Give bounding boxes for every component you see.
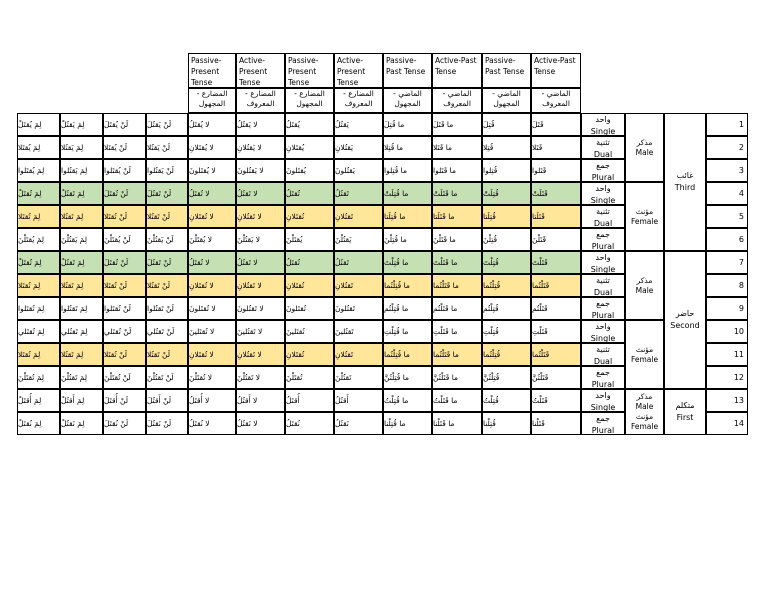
row-number: 6	[706, 228, 748, 251]
conjugation-cell: ما قَتَلْنا	[432, 412, 482, 435]
conjugation-cell: لَنْ تُقتَلَ	[103, 251, 146, 274]
conjugation-cell: لَنْ تَقتُلي	[146, 320, 188, 343]
column-header-ar: المضارع - المعروف	[236, 88, 285, 113]
conjugation-cell: تَقتُلانِ	[334, 274, 383, 297]
conjugation-cell: تُقتَلانِ	[285, 343, 334, 366]
conjugation-cell: يُقتَلْنَ	[285, 228, 334, 251]
conjugation-cell: لِمَ تَقتُلْ	[60, 182, 103, 205]
conjugation-cell: ما قَتَلْتُما	[432, 274, 482, 297]
conjugation-cell: لَنْ تَقتُلا	[146, 205, 188, 228]
conjugation-cell: لِمَ نَقتُلْ	[60, 412, 103, 435]
conjugation-cell: لا أُقتَلُ	[188, 389, 236, 412]
conjugation-cell: لا نَقتُلُ	[236, 412, 285, 435]
column-header-ar: الماضي - المجهول	[482, 88, 531, 113]
conjugation-cell: لِمَ يُقتَلا	[17, 136, 60, 159]
conjugation-cell: قُتِلوا	[482, 159, 531, 182]
column-header-en: Passive- Present Tense	[188, 53, 236, 88]
number-label: جمع Plural	[581, 297, 625, 320]
conjugation-cell: لَنْ يُقتَلْنَ	[103, 228, 146, 251]
number-label: تثنية Dual	[581, 343, 625, 366]
column-header-ar: الماضي - المعروف	[432, 88, 482, 113]
conjugation-cell: ما قُتِلْتُنَّ	[383, 366, 432, 389]
gender-label: مذكر Male مؤنث Female	[625, 389, 664, 435]
conjugation-cell: ما قُتِلْتُ	[383, 389, 432, 412]
conjugation-cell: قُتِلا	[482, 136, 531, 159]
number-label: تثنية Dual	[581, 205, 625, 228]
conjugation-cell: لَنْ تَقتُلَ	[146, 182, 188, 205]
row-number: 10	[706, 320, 748, 343]
conjugation-cell: قَتَلْتِ	[531, 320, 581, 343]
conjugation-cell: لا تَقتُلانِ	[236, 274, 285, 297]
conjugation-cell: لا تُقتَلانِ	[188, 205, 236, 228]
conjugation-cell: لَنْ يَقتُلوا	[146, 159, 188, 182]
gender-label: مذكر Male	[625, 113, 664, 182]
column-header-ar: المضارع - المعروف	[334, 88, 383, 113]
column-header-en: Active- Present Tense	[236, 53, 285, 88]
conjugation-cell: يَقتُلُ	[334, 113, 383, 136]
conjugation-cell: ما قَتَلا	[432, 136, 482, 159]
conjugation-cell: لا تُقتَلْنَ	[188, 366, 236, 389]
conjugation-cell: ما قَتَلَتْ	[432, 182, 482, 205]
conjugation-cell: قُتِلْتُما	[482, 274, 531, 297]
conjugation-cell: لِمَ تُقتَلا	[17, 205, 60, 228]
conjugation-cell: قَتَلْتُ	[531, 389, 581, 412]
number-label: جمع Plural	[581, 228, 625, 251]
conjugation-cell: ما قَتَلْتُم	[432, 297, 482, 320]
conjugation-cell: لِمَ تَقتُلا	[60, 343, 103, 366]
conjugation-cell: قُتِلْنَ	[482, 228, 531, 251]
conjugation-cell: لا تُقتَلُ	[188, 251, 236, 274]
conjugation-cell: قَتَلَتا	[531, 205, 581, 228]
conjugation-cell: لِمَ يَقتُلْنَ	[60, 228, 103, 251]
number-label: واحد Single	[581, 251, 625, 274]
conjugation-cell: ما قَتَلْتِ	[432, 320, 482, 343]
conjugation-cell: يَقتُلانِ	[334, 136, 383, 159]
conjugation-cell: لَنْ تُقتَلا	[103, 274, 146, 297]
conjugation-cell: لَنْ تَقتُلا	[146, 343, 188, 366]
column-header-en: Passive- Past Tense	[383, 53, 432, 88]
conjugation-cell: تَقتُلانِ	[334, 343, 383, 366]
conjugation-cell: لا تَقتُلُ	[236, 182, 285, 205]
conjugation-cell: قُتِلْتُما	[482, 343, 531, 366]
conjugation-cell: لِمَ تَقتُلا	[60, 274, 103, 297]
conjugation-cell: ما قُتِلْنَ	[383, 228, 432, 251]
column-header-en: Passive- Past Tense	[482, 53, 531, 88]
conjugation-cell: ما قُتِلا	[383, 136, 432, 159]
conjugation-cell: يُقتَلُ	[285, 113, 334, 136]
conjugation-cell: قَتَلْتُما	[531, 343, 581, 366]
conjugation-cell: قُتِلَ	[482, 113, 531, 136]
conjugation-cell: ما قُتِلَ	[383, 113, 432, 136]
conjugation-cell: ما قَتَلْتُ	[432, 389, 482, 412]
conjugation-cell: قُتِلْنا	[482, 412, 531, 435]
column-header-en: Active-Past Tense	[531, 53, 581, 88]
column-header-ar: المضارع - المجهول	[188, 88, 236, 113]
row-number: 2	[706, 136, 748, 159]
conjugation-cell: قُتِلَتْ	[482, 182, 531, 205]
conjugation-cell: لِمَ أُقتَلْ	[17, 389, 60, 412]
conjugation-cell: لا يَقتُلْنَ	[236, 228, 285, 251]
conjugation-cell: لِمَ تُقتَلوا	[17, 297, 60, 320]
conjugation-cell: لَنْ يَقتُلْنَ	[146, 228, 188, 251]
row-number: 5	[706, 205, 748, 228]
conjugation-cell: لِمَ يَقتُلْ	[60, 113, 103, 136]
conjugation-cell: لا تَقتُلُ	[236, 251, 285, 274]
conjugation-cell: لا تَقتُلْنَ	[236, 366, 285, 389]
conjugation-cell: لِمَ يُقتَلْنَ	[17, 228, 60, 251]
conjugation-cell: تَقتُلُ	[334, 251, 383, 274]
conjugation-cell: قُتِلَتا	[482, 205, 531, 228]
number-label: واحد Single	[581, 320, 625, 343]
conjugation-cell: قَتَلَتْ	[531, 182, 581, 205]
row-number: 1	[706, 113, 748, 136]
conjugation-cell: لَنْ تُقتَلوا	[103, 297, 146, 320]
conjugation-cell: لِمَ تُقتَلا	[17, 343, 60, 366]
column-header-ar: الماضي - المجهول	[383, 88, 432, 113]
conjugation-cell: لا يَقتُلُ	[236, 113, 285, 136]
conjugation-cell: تَقتُلُ	[334, 182, 383, 205]
conjugation-cell: لِمَ تَقتُلا	[60, 205, 103, 228]
gender-label: مؤنث Female	[625, 320, 664, 389]
number-label: واحد Single	[581, 389, 625, 412]
conjugation-cell: تُقتَلينَ	[285, 320, 334, 343]
conjugation-cell: تَقتُلينَ	[334, 320, 383, 343]
conjugation-cell: لِمَ تَقتُلْ	[60, 251, 103, 274]
conjugation-cell: لَنْ تَقتُلَ	[146, 251, 188, 274]
conjugation-cell: لا أَقتُلُ	[236, 389, 285, 412]
conjugation-cell: لِمَ يُقتَلوا	[17, 159, 60, 182]
conjugation-cell: لِمَ تُقتَلا	[17, 274, 60, 297]
conjugation-cell: ما قَتَلَتا	[432, 205, 482, 228]
conjugation-cell: لِمَ تُقتَلْ	[17, 182, 60, 205]
column-header-ar: المضارع - المجهول	[285, 88, 334, 113]
conjugation-cell: لَنْ نَقتُلَ	[146, 412, 188, 435]
row-number: 9	[706, 297, 748, 320]
conjugation-cell: لِمَ تُقتَلْ	[17, 251, 60, 274]
row-number: 11	[706, 343, 748, 366]
gender-label: مذكر Male	[625, 251, 664, 320]
conjugation-cell: لا يُقتَلانِ	[188, 136, 236, 159]
number-label: تثنية Dual	[581, 274, 625, 297]
conjugation-cell: لَنْ تُقتَلي	[103, 320, 146, 343]
conjugation-cell: لَنْ تُقتَلَ	[103, 182, 146, 205]
conjugation-cell: قُتِلْتُ	[482, 389, 531, 412]
conjugation-cell: ما قُتِلْتُما	[383, 274, 432, 297]
number-label: تثنية Dual	[581, 136, 625, 159]
conjugation-cell: تَقتُلونَ	[334, 297, 383, 320]
conjugation-cell: قَتَلْتَ	[531, 251, 581, 274]
conjugation-cell: أَقتُلُ	[334, 389, 383, 412]
column-header-en: Active- Present Tense	[334, 53, 383, 88]
conjugation-cell: لا يُقتَلْنَ	[188, 228, 236, 251]
conjugation-cell: لِمَ تَقتُلْنَ	[60, 366, 103, 389]
conjugation-cell: قَتَلْتُما	[531, 274, 581, 297]
conjugation-cell: تَقتُلانِ	[334, 205, 383, 228]
row-number: 14	[706, 412, 748, 435]
conjugation-cell: قُتِلْتِ	[482, 320, 531, 343]
conjugation-cell: لَنْ يُقتَلَ	[103, 113, 146, 136]
conjugation-cell: لَنْ يُقتَلا	[103, 136, 146, 159]
conjugation-cell: لِمَ يُقتَلْ	[17, 113, 60, 136]
conjugation-cell: قَتَلْتُم	[531, 297, 581, 320]
conjugation-cell: لا تُقتَلانِ	[188, 274, 236, 297]
number-label: جمع Plural	[581, 366, 625, 389]
conjugation-cell: قَتَلا	[531, 136, 581, 159]
conjugation-cell: يُقتَلونَ	[285, 159, 334, 182]
conjugation-cell: لِمَ تَقتُلوا	[60, 297, 103, 320]
conjugation-cell: ما قُتِلْنا	[383, 412, 432, 435]
conjugation-cell: لَنْ تُقتَلْنَ	[103, 366, 146, 389]
conjugation-cell: لَنْ تَقتُلا	[146, 274, 188, 297]
conjugation-cell: لَنْ أَقتُلَ	[146, 389, 188, 412]
conjugation-cell: يُقتَلانِ	[285, 136, 334, 159]
conjugation-cell: ما قَتَلْنَ	[432, 228, 482, 251]
conjugation-cell: ما قَتَلَ	[432, 113, 482, 136]
conjugation-cell: لا تَقتُلينَ	[236, 320, 285, 343]
row-number: 3	[706, 159, 748, 182]
conjugation-cell: لَنْ تَقتُلوا	[146, 297, 188, 320]
conjugation-cell: قُتِلْتَ	[482, 251, 531, 274]
conjugation-cell: ما قُتِلْتُم	[383, 297, 432, 320]
conjugation-cell: ما قُتِلَتْ	[383, 182, 432, 205]
person-label: متكلم First	[664, 389, 706, 435]
conjugation-cell: يَقتُلْنَ	[334, 228, 383, 251]
conjugation-cell: لِمَ أَقتُلْ	[60, 389, 103, 412]
conjugation-cell: لَنْ يَقتُلَ	[146, 113, 188, 136]
conjugation-cell: تُقتَلُ	[285, 182, 334, 205]
conjugation-cell: ما قُتِلوا	[383, 159, 432, 182]
conjugation-cell: تَقتُلْنَ	[334, 366, 383, 389]
row-number: 12	[706, 366, 748, 389]
conjugation-cell: لِمَ يَقتُلا	[60, 136, 103, 159]
number-label: واحد Single	[581, 113, 625, 136]
conjugation-cell: ما قَتَلْتُنَّ	[432, 366, 482, 389]
conjugation-cell: أُقتَلُ	[285, 389, 334, 412]
conjugation-cell: لِمَ تُقتَلي	[17, 320, 60, 343]
number-label: جمع Plural	[581, 159, 625, 182]
conjugation-cell: لا تُقتَلُ	[188, 182, 236, 205]
conjugation-cell: لا نُقتَلُ	[188, 412, 236, 435]
column-header-ar: الماضي - المعروف	[531, 88, 581, 113]
conjugation-cell: لا يَقتُلونَ	[236, 159, 285, 182]
conjugation-cell: لا يُقتَلونَ	[188, 159, 236, 182]
row-number: 8	[706, 274, 748, 297]
conjugation-cell: تُقتَلانِ	[285, 205, 334, 228]
conjugation-cell: لا تَقتُلونَ	[236, 297, 285, 320]
conjugation-cell: قُتِلْتُم	[482, 297, 531, 320]
conjugation-cell: لِمَ تُقتَلْنَ	[17, 366, 60, 389]
conjugation-cell: ما قُتِلْتُما	[383, 343, 432, 366]
conjugation-cell: نُقتَلُ	[285, 412, 334, 435]
number-label: واحد Single	[581, 182, 625, 205]
conjugation-cell: ما قُتِلَتا	[383, 205, 432, 228]
conjugation-cell: لَنْ تُقتَلا	[103, 343, 146, 366]
gender-label: مؤنث Female	[625, 182, 664, 251]
row-number: 13	[706, 389, 748, 412]
conjugation-cell: ما قَتَلْتُما	[432, 343, 482, 366]
conjugation-cell: ما قُتِلْتِ	[383, 320, 432, 343]
number-label: جمع Plural	[581, 412, 625, 435]
conjugation-cell: لا تَقتُلانِ	[236, 343, 285, 366]
row-number: 7	[706, 251, 748, 274]
conjugation-cell: تُقتَلانِ	[285, 274, 334, 297]
conjugation-cell: قَتَلْنا	[531, 412, 581, 435]
conjugation-cell: لا يَقتُلانِ	[236, 136, 285, 159]
person-label: غائب Third	[664, 113, 706, 251]
conjugation-cell: لا تُقتَلونَ	[188, 297, 236, 320]
conjugation-cell: لَنْ يُقتَلوا	[103, 159, 146, 182]
conjugation-cell: نَقتُلُ	[334, 412, 383, 435]
conjugation-cell: لَنْ تَقتُلْنَ	[146, 366, 188, 389]
conjugation-cell: قُتِلْتُنَّ	[482, 366, 531, 389]
column-header-en: Active-Past Tense	[432, 53, 482, 88]
conjugation-cell: لَنْ يَقتُلا	[146, 136, 188, 159]
conjugation-cell: لَنْ أُقتَلَ	[103, 389, 146, 412]
conjugation-cell: قَتَلْنَ	[531, 228, 581, 251]
conjugation-cell: يَقتُلونَ	[334, 159, 383, 182]
conjugation-cell: لِمَ يَقتُلوا	[60, 159, 103, 182]
conjugation-cell: ما قَتَلوا	[432, 159, 482, 182]
conjugation-cell: تُقتَلُ	[285, 251, 334, 274]
row-number: 4	[706, 182, 748, 205]
conjugation-cell: لَنْ نُقتَلَ	[103, 412, 146, 435]
conjugation-cell: ما قُتِلْتَ	[383, 251, 432, 274]
conjugation-cell: لا تُقتَلينَ	[188, 320, 236, 343]
conjugation-cell: لا تَقتُلانِ	[236, 205, 285, 228]
conjugation-cell: ما قَتَلْتَ	[432, 251, 482, 274]
conjugation-cell: قَتَلَ	[531, 113, 581, 136]
conjugation-cell: قَتَلْتُنَّ	[531, 366, 581, 389]
column-header-en: Passive- Present Tense	[285, 53, 334, 88]
conjugation-cell: لا يُقتَلُ	[188, 113, 236, 136]
conjugation-cell: قَتَلوا	[531, 159, 581, 182]
conjugation-cell: لا تُقتَلانِ	[188, 343, 236, 366]
conjugation-cell: تُقتَلْنَ	[285, 366, 334, 389]
person-label: حاضر Second	[664, 251, 706, 389]
conjugation-cell: تُقتَلونَ	[285, 297, 334, 320]
conjugation-cell: لَنْ تُقتَلا	[103, 205, 146, 228]
conjugation-cell: لِمَ تَقتُلي	[60, 320, 103, 343]
conjugation-cell: لِمَ نُقتَلْ	[17, 412, 60, 435]
